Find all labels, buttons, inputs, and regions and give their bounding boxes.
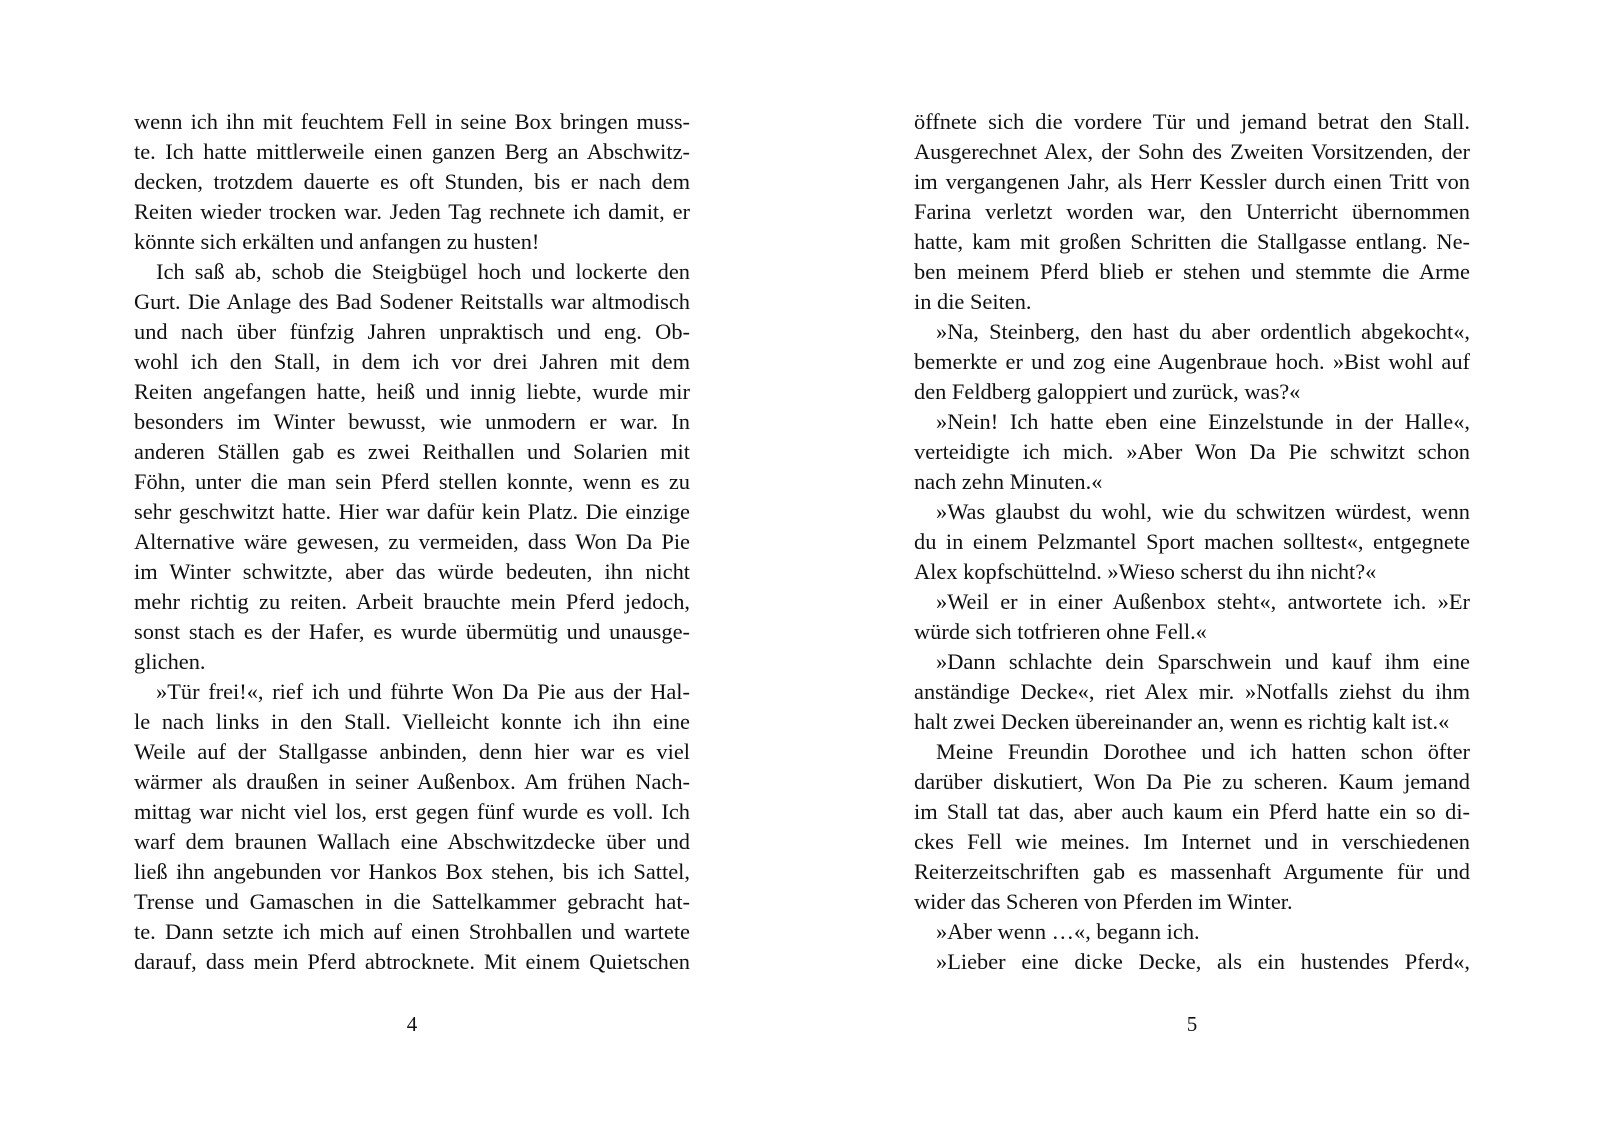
text-line: besonders im Winter bewusst, wie unmodern er war. In <box>134 409 690 434</box>
text-line: mehr richtig zu reiten. Arbeit brauchte mein Pferd jedoch, <box>134 589 690 614</box>
right-page-number: 5 <box>1186 1012 1198 1036</box>
text-line: bemerkte er und zog eine Augenbraue hoch. »Bist wohl auf <box>914 349 1470 374</box>
text-line: »Weil er in einer Außenbox steht«, antwortete ich. »Er <box>936 589 1470 614</box>
text-line: »Aber wenn …«, begann ich. <box>936 919 1200 944</box>
text-line: mittag war nicht viel los, erst gegen fünf wurde es voll. Ich <box>134 799 690 824</box>
text-line: Farina verletzt worden war, den Unterricht übernommen <box>914 199 1470 224</box>
text-line: te. Dann setzte ich mich auf einen Strohballen und wartete <box>134 919 690 944</box>
text-line: Ausgerechnet Alex, der Sohn des Zweiten Vorsitzenden, der <box>914 139 1470 164</box>
text-line: verteidigte ich mich. »Aber Won Da Pie schwitzt schon <box>914 439 1470 464</box>
text-line: darüber diskutiert, Won Da Pie zu scheren. Kaum jemand <box>914 769 1470 794</box>
text-line: hatte, kam mit großen Schritten die Stallgasse entlang. Ne- <box>914 229 1470 254</box>
text-line: Gurt. Die Anlage des Bad Sodener Reitstalls war altmodisch <box>134 289 690 314</box>
text-line: le nach links in den Stall. Vielleicht konnte ich ihn eine <box>134 709 690 734</box>
text-line: anständige Decke«, riet Alex mir. »Notfalls ziehst du ihm <box>914 679 1470 704</box>
text-line: Reiterzeitschriften gab es massenhaft Argumente für und <box>914 859 1470 884</box>
text-line: in die Seiten. <box>914 289 1032 314</box>
text-line: du in einem Pelzmantel Sport machen solltest«, entgegnete <box>914 529 1470 554</box>
text-line: wenn ich ihn mit feuchtem Fell in seine Box bringen muss- <box>134 109 690 134</box>
text-line: warf dem braunen Wallach eine Abschwitzdecke über und <box>134 829 690 854</box>
text-line: Weile auf der Stallgasse anbinden, denn hier war es viel <box>134 739 690 764</box>
text-line: »Nein! Ich hatte eben eine Einzelstunde in der Halle«, <box>936 409 1470 434</box>
text-line: Reiten angefangen hatte, heiß und innig liebte, wurde mir <box>134 379 690 404</box>
text-line: Reiten wieder trocken war. Jeden Tag rechnete ich damit, er <box>134 199 690 224</box>
text-line: würde sich totfrieren ohne Fell.« <box>914 619 1207 644</box>
text-line: im Winter schwitzte, aber das würde bedeuten, ihn nicht <box>134 559 690 584</box>
left-page-number: 4 <box>406 1012 418 1036</box>
text-line: und nach über fünfzig Jahren unpraktisch und eng. Ob- <box>134 319 690 344</box>
text-line: Trense und Gamaschen in die Sattelkammer gebracht hat- <box>134 889 690 914</box>
text-line: öffnete sich die vordere Tür und jemand betrat den Stall. <box>914 109 1470 134</box>
text-line: ließ ihn angebunden vor Hankos Box stehen, bis ich Sattel, <box>134 859 690 884</box>
text-line: wohl ich den Stall, in dem ich vor drei Jahren mit dem <box>134 349 690 374</box>
text-line: nach zehn Minuten.« <box>914 469 1103 494</box>
text-line: im vergangenen Jahr, als Herr Kessler durch einen Tritt von <box>914 169 1470 194</box>
right-page-text <box>914 107 1470 977</box>
text-line: wider das Scheren von Pferden im Winter. <box>914 889 1293 914</box>
text-line: den Feldberg galoppiert und zurück, was?« <box>914 379 1301 404</box>
text-line: »Tür frei!«, rief ich und führte Won Da Pie aus der Hal- <box>156 679 690 704</box>
text-line: Alternative wäre gewesen, zu vermeiden, dass Won Da Pie <box>134 529 690 554</box>
text-line: darauf, dass mein Pferd abtrocknete. Mit einem Quietschen <box>134 949 690 974</box>
text-line: glichen. <box>134 649 206 674</box>
text-line: im Stall tat das, aber auch kaum ein Pferd hatte ein so di- <box>914 799 1470 824</box>
text-line: »Na, Steinberg, den hast du aber ordentlich abgekocht«, <box>936 319 1470 344</box>
text-line: ben meinem Pferd blieb er stehen und stemmte die Arme <box>914 259 1470 284</box>
text-line: »Dann schlachte dein Sparschwein und kauf ihm eine <box>936 649 1470 674</box>
text-line: Alex kopfschüttelnd. »Wieso scherst du ihn nicht?« <box>914 559 1377 584</box>
text-line: halt zwei Decken übereinander an, wenn es richtig kalt ist.« <box>914 709 1450 734</box>
text-line: decken, trotzdem dauerte es oft Stunden, bis er nach dem <box>134 169 690 194</box>
text-line: Föhn, unter die man sein Pferd stellen konnte, wenn es zu <box>134 469 690 494</box>
text-line: könnte sich erkälten und anfangen zu husten! <box>134 229 540 254</box>
text-line: Ich saß ab, schob die Steigbügel hoch und lockerte den <box>156 259 690 284</box>
text-line: anderen Ställen gab es zwei Reithallen und Solarien mit <box>134 439 690 464</box>
text-line: »Lieber eine dicke Decke, als ein hustendes Pferd«, <box>936 949 1470 974</box>
text-line: ckes Fell wie meines. Im Internet und in verschiedenen <box>914 829 1470 854</box>
text-line: te. Ich hatte mittlerweile einen ganzen Berg an Abschwitz- <box>134 139 690 164</box>
text-line: sonst stach es der Hafer, es wurde übermütig und unausge- <box>134 619 690 644</box>
text-line: Meine Freundin Dorothee und ich hatten schon öfter <box>936 739 1470 764</box>
text-line: »Was glaubst du wohl, wie du schwitzen würdest, wenn <box>936 499 1470 524</box>
text-line: sehr geschwitzt hatte. Hier war dafür kein Platz. Die einzige <box>134 499 690 524</box>
left-page-text <box>134 107 690 977</box>
text-line: wärmer als draußen in seiner Außenbox. Am frühen Nach- <box>134 769 690 794</box>
